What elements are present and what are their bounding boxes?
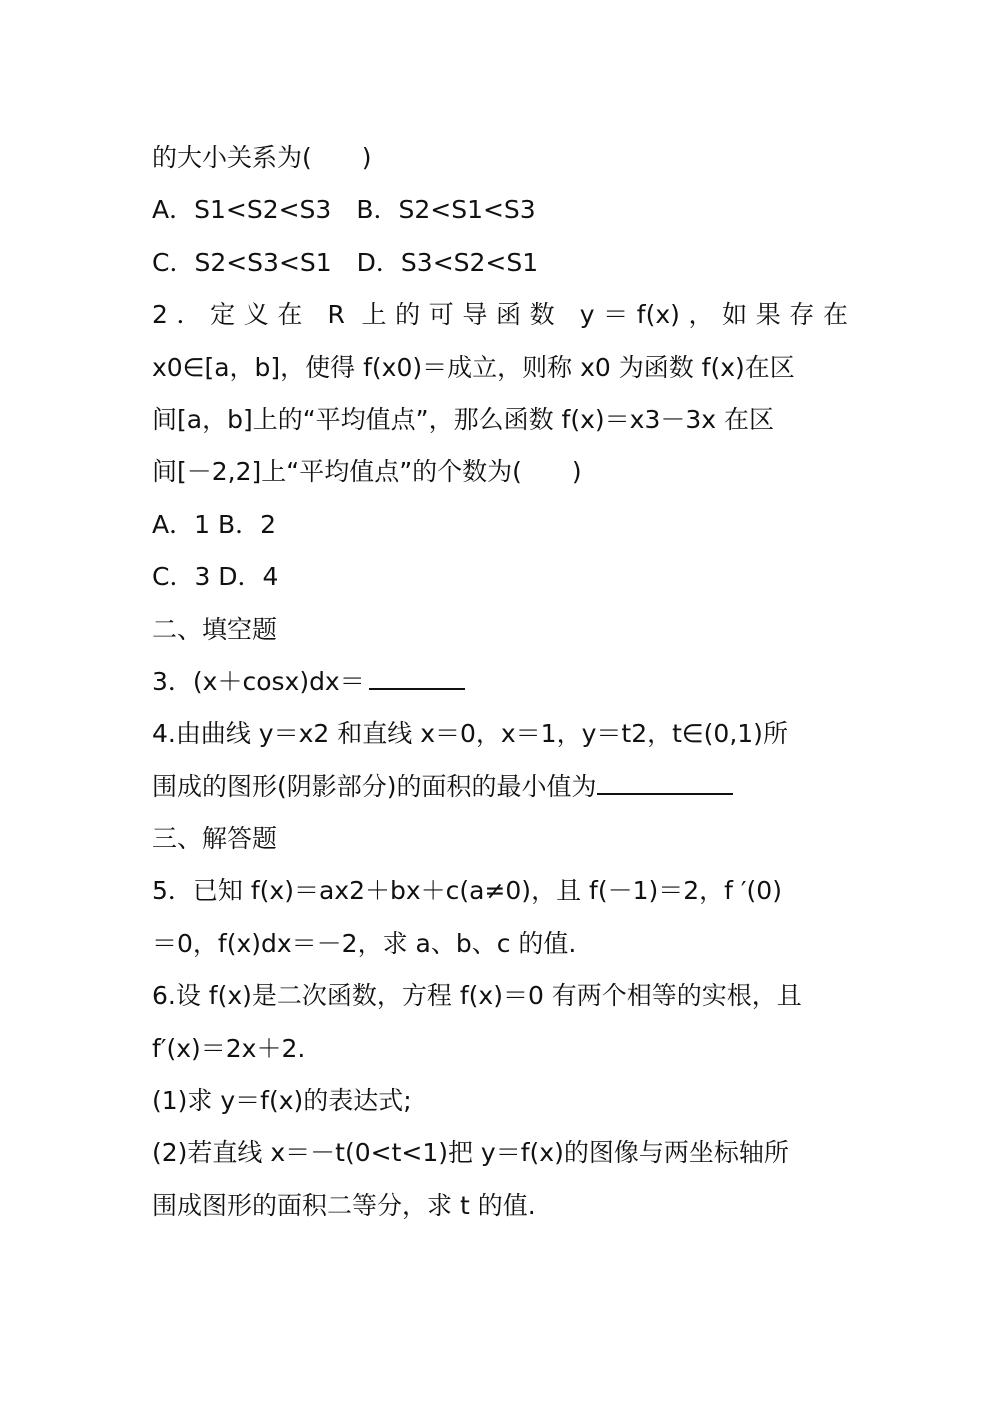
- q1-options-cd: C．S2<S3<S1 D．S3<S2<S1: [152, 247, 539, 277]
- q4-answer-blank: [597, 773, 733, 795]
- q3-line: [152, 656, 848, 708]
- q2-options-cd: C．3 D．4: [152, 562, 279, 592]
- q6-part-2-line-2: 围成图形的面积二等分，求 t 的值.: [152, 1190, 536, 1220]
- q1-stem-end: 的大小关系为( ): [152, 143, 372, 172]
- q2-line-1: 2．定义在 R 上的可导函数 y＝f(x)，如果存在: [152, 300, 848, 330]
- q6-line-2: f′(x)＝2x＋2.: [152, 1033, 306, 1063]
- q5-line-2: ＝0，f(x)dx＝－2，求 a、b、c 的值.: [152, 928, 577, 958]
- q3-answer-blank: [369, 668, 465, 690]
- q6-line-1: 6.设 f(x)是二次函数，方程 f(x)＝0 有两个相等的实根，且: [152, 981, 802, 1011]
- section-answer-heading: 三、解答题: [152, 824, 278, 854]
- q4-line-1: 4.由曲线 y＝x2 和直线 x＝0，x＝1，y＝t2，t∈(0,1)所: [152, 719, 788, 749]
- q4-line-2: 围成的图形(阴影部分)的面积的最小值为: [152, 771, 597, 801]
- q1-options-ab: A．S1<S2<S3 B．S2<S1<S3: [152, 195, 536, 225]
- document-page: [152, 132, 848, 1232]
- q3-text: 3．(x＋cosx)dx＝: [152, 666, 365, 696]
- section-fill-heading: 二、填空题: [152, 614, 278, 644]
- q4-line-2-wrap: [152, 761, 848, 813]
- q2-options-ab: A．1 B．2: [152, 509, 277, 539]
- q2-line-2: x0∈[a，b]，使得 f(x0)＝成立，则称 x0 为函数 f(x)在区: [152, 352, 795, 382]
- q6-part-2-line-1: (2)若直线 x＝－t(0<t<1)把 y＝f(x)的图像与两坐标轴所: [152, 1138, 789, 1168]
- q6-part-1: (1)求 y＝f(x)的表达式;: [152, 1086, 412, 1116]
- q5-line-1: 5．已知 f(x)＝ax2＋bx＋c(a≠0)，且 f(－1)＝2，f ′(0): [152, 876, 782, 906]
- q2-line-3: 间[a，b]上的“平均值点”，那么函数 f(x)＝x3－3x 在区: [152, 404, 774, 434]
- q2-line-4: 间[－2,2]上“平均值点”的个数为( ): [152, 457, 582, 487]
